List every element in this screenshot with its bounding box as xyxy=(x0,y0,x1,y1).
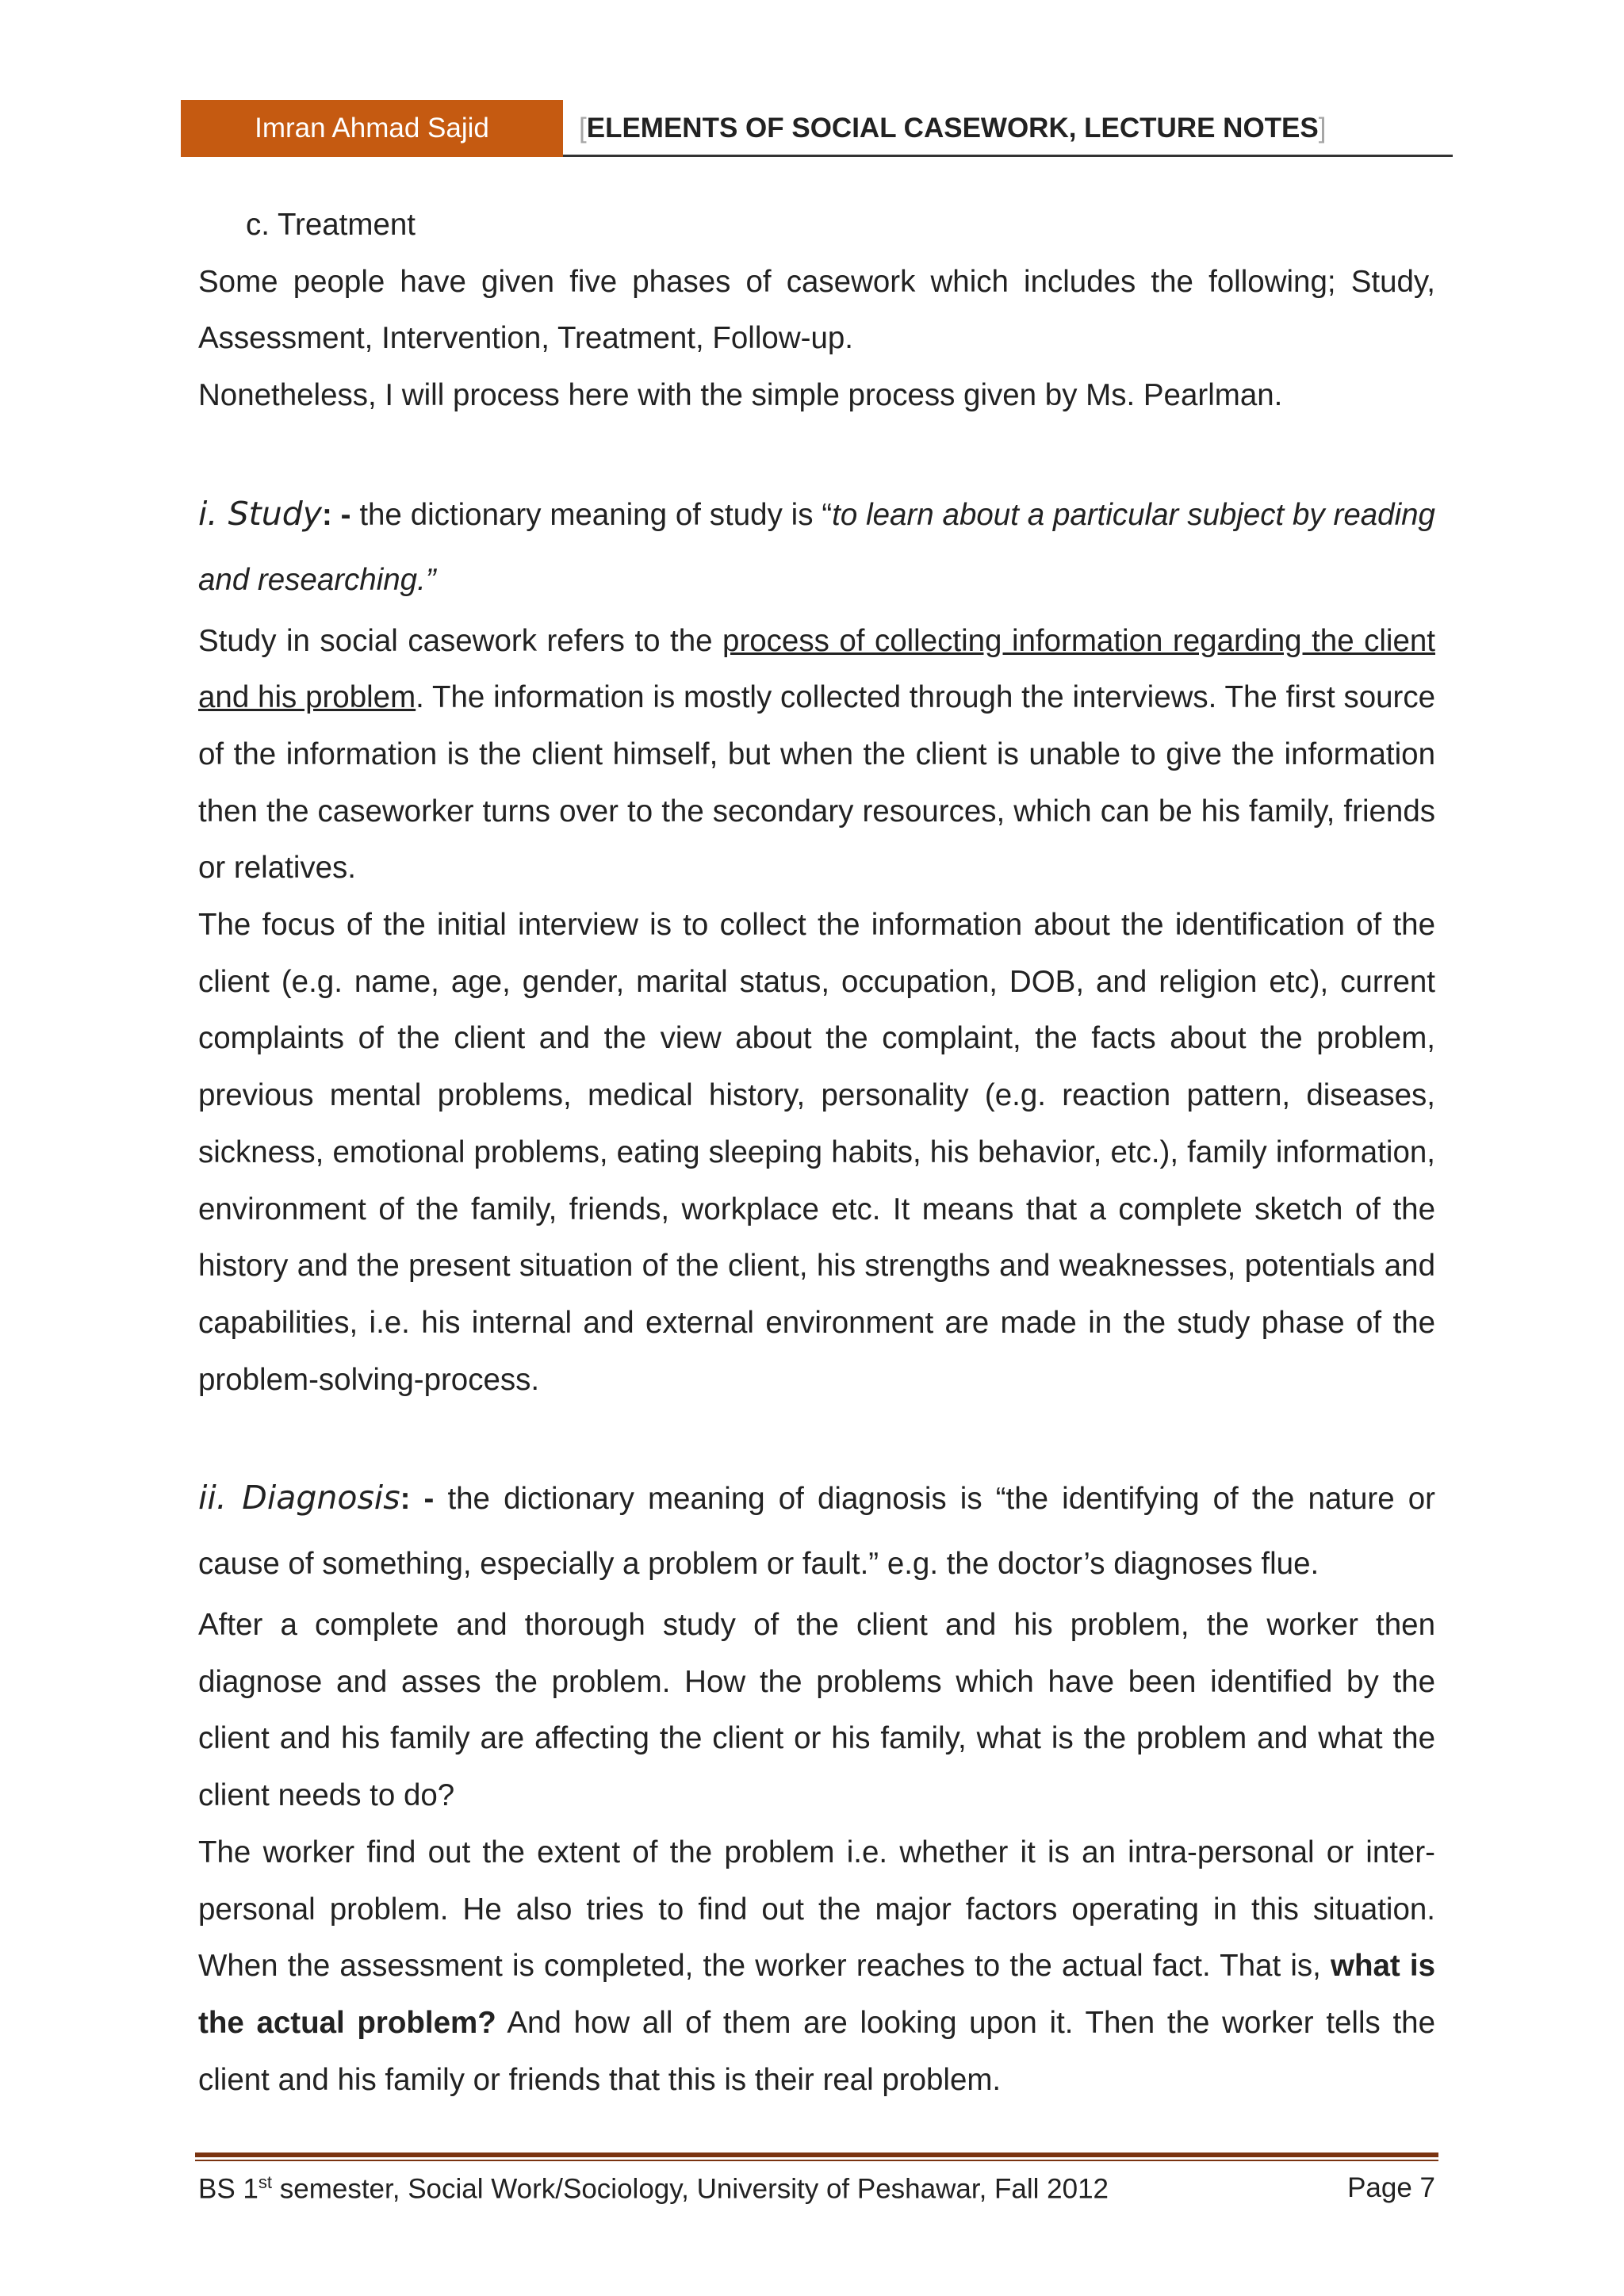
diagnosis-heading: ii. Diagnosis xyxy=(198,1479,400,1517)
study-lead: the dictionary meaning of study is “ xyxy=(359,497,833,532)
footer-rule-thin xyxy=(195,2160,1438,2161)
study-definition xyxy=(198,481,1435,613)
spacer xyxy=(198,1408,1435,1465)
page-body xyxy=(198,197,1435,2108)
header-bracket-open: [ xyxy=(579,113,587,144)
page-footer xyxy=(198,2172,1435,2206)
study-heading: i. Study xyxy=(198,494,322,533)
footer-course-pre: BS 1 xyxy=(198,2173,259,2205)
diagnosis-dash: - xyxy=(410,1482,448,1517)
diagnosis-paragraph-2 xyxy=(198,1824,1435,2109)
study-colon: : xyxy=(321,497,332,532)
study-quote: to learn about a particular subject by reading and researching.” xyxy=(198,497,1435,597)
header-rule xyxy=(563,155,1453,157)
diagnosis-paragraph-1: After a complete and thorough study of the client and his problem, the worker then diagnose and asses the problem. How the problems which have been identified by the client and his family are affecting the client or his family, what is the problem and what the client needs to do? xyxy=(198,1608,1435,1813)
list-item-treatment: c. Treatment xyxy=(246,208,416,242)
study-p1-underline: process of collecting information regarding the client and his problem xyxy=(198,623,1435,715)
page-number: Page 7 xyxy=(1347,2172,1435,2203)
page-header xyxy=(181,100,1453,157)
header-title-block xyxy=(579,100,1326,157)
diagnosis-p2-start: The worker find out the extent of the problem i.e. whether it is an intra-personal or inter-personal problem. He also tries to find out the major factors operating in this situation. When the assessment is completed, the worker reaches to the actual fact. That is, xyxy=(198,1835,1435,1984)
diagnosis-lead: the dictionary meaning of diagnosis is “the identifying of the nature or cause of something, especially a problem or fault.” e.g. the doctor’s diagnoses flue. xyxy=(198,1482,1435,1582)
study-paragraph-1 xyxy=(198,613,1435,897)
pearlman-paragraph: Nonetheless, I will process here with the simple process given by Ms. Pearlman. xyxy=(198,378,1283,413)
diagnosis-definition xyxy=(198,1465,1435,1597)
footer-course-post: semester, Social Work/Sociology, University of Peshawar, Fall 2012 xyxy=(272,2173,1109,2205)
spacer xyxy=(198,424,1435,481)
footer-course-sup: st xyxy=(258,2172,273,2192)
footer-rule xyxy=(195,2152,1438,2157)
header-author: Imran Ahmad Sajid xyxy=(181,100,563,157)
diagnosis-colon: : xyxy=(400,1482,411,1517)
footer-course xyxy=(198,2172,1109,2206)
diagnosis-p2-end: And how all of them are looking upon it. Then the worker tells the client and his family or friends that this is their real problem. xyxy=(198,2005,1435,2097)
study-p1-end: . The information is mostly collected through the interviews. The first source of the information is the client himself, but when the client is unable to give the information then the caseworker turns over to the secondary resources, which can be his family, friends or relatives. xyxy=(198,680,1436,886)
study-paragraph-2: The focus of the initial interview is to collect the information about the identification of the client (e.g. name, age, gender, marital status, occupation, DOB, and religion etc), current complaints of the client and the view about the complaint, the facts about the problem, previous mental problems, medical history, personality (e.g. reaction pattern, diseases, sickness, emotional problems, eating sleeping habits, his behavior, etc.), family information, environment of the family, friends, workplace etc. It means that a complete sketch of the history and the present situation of the client, his strengths and weaknesses, potentials and capabilities, i.e. his internal and external environment are made in the study phase of the problem-solving-process. xyxy=(198,908,1435,1397)
header-title: ELEMENTS OF SOCIAL CASEWORK, LECTURE NOTES xyxy=(586,113,1319,144)
phases-paragraph: Some people have given five phases of casework which includes the following; Study, Assessment, Intervention, Treatment, Follow-up. xyxy=(198,264,1435,356)
diagnosis-p2-bold: what is the actual problem? xyxy=(198,1949,1435,2040)
header-bracket-close: ] xyxy=(1318,113,1327,144)
study-dash: - xyxy=(331,497,360,532)
study-p1-start: Study in social casework refers to the xyxy=(198,623,723,658)
